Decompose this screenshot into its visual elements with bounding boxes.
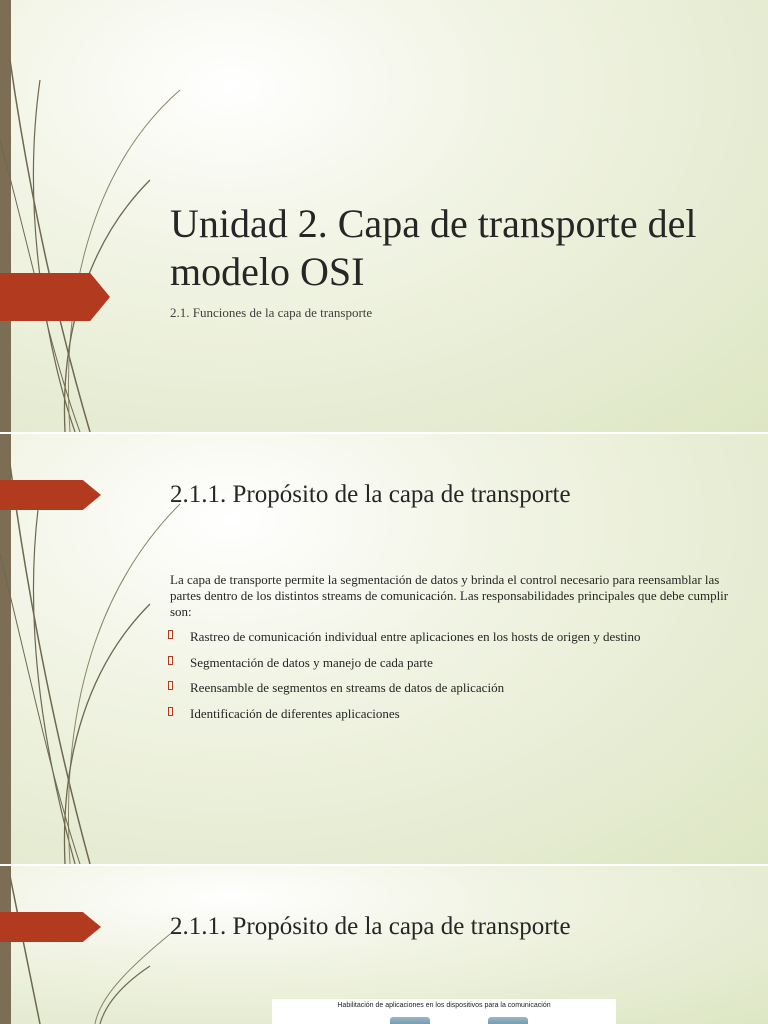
figure-image	[272, 999, 616, 1024]
content-slide	[0, 866, 768, 1024]
arrow-tab	[0, 480, 101, 510]
slide-title: Unidad 2. Capa de transporte del modelo OSI	[170, 201, 697, 294]
arrow-tab	[0, 273, 110, 321]
bullet-marker-icon	[168, 707, 173, 716]
arrow-tab	[0, 912, 101, 942]
slide-subtitle: 2.1. Funciones de la capa de transporte	[170, 305, 373, 320]
list-item-text: Identificación de diferentes aplicaciones	[190, 705, 400, 721]
bullet-marker-icon	[168, 656, 173, 665]
device-icon	[390, 1017, 430, 1024]
content-slide	[0, 434, 768, 864]
bullet-marker-icon	[168, 681, 173, 690]
left-accent-bar	[0, 0, 11, 432]
figure-caption: Habilitación de aplicaciones en los dispositivos para la comunicación	[337, 1002, 551, 1009]
bullet-list	[168, 629, 728, 731]
list-item-text: Rastreo de comunicación individual entre aplicaciones en los hosts de origen y destino	[190, 629, 641, 644]
list-item	[168, 706, 728, 722]
decorative-curves	[0, 866, 200, 1024]
list-item	[168, 655, 728, 671]
list-item	[168, 680, 728, 696]
list-item-text: Segmentación de datos y manejo de cada parte	[190, 654, 433, 670]
slide-heading: 2.1.1. Propósito de la capa de transporte	[170, 913, 571, 940]
body-paragraph: La capa de transporte permite la segmentación de datos y brinda el control necesario para reensamblar las partes dentro de los distintos streams de comunicación. Las responsabilidades principales que debe cumplir son:	[170, 572, 729, 619]
slide-heading: 2.1.1. Propósito de la capa de transporte	[170, 481, 571, 508]
list-item-text: Reensamble de segmentos en streams de datos de aplicación	[190, 680, 505, 695]
title-slide	[0, 0, 768, 432]
bullet-marker-icon	[168, 630, 173, 639]
left-accent-bar	[0, 866, 11, 1024]
device-icon	[488, 1017, 528, 1024]
list-item	[168, 629, 728, 645]
